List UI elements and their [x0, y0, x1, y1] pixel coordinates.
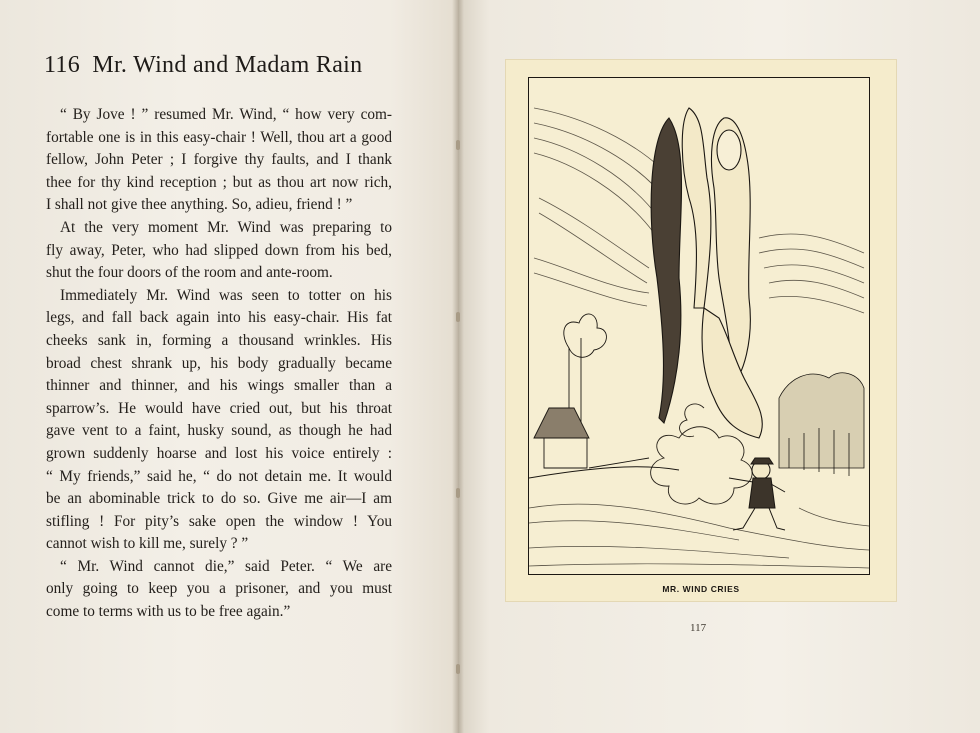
binding-stitch [456, 664, 460, 674]
running-title: Mr. Wind and Madam Rain [92, 52, 363, 78]
text-line: thinner and thinner, and his wings smaller than a [46, 377, 392, 395]
text-line: come to terms with us to be free again.” [46, 603, 291, 621]
text-line: grown suddenly hoarse and lost his voice entirely : [46, 444, 392, 462]
engraving-illustration [529, 78, 869, 574]
text-line: I shall not give thee anything. So, adieu, friend ! ” [46, 196, 353, 214]
text-line: thee for thy kind reception ; but as thou art now rich, [46, 173, 392, 191]
boy-figure [729, 458, 785, 530]
binding-stitch [456, 312, 460, 322]
tree-and-cottage [529, 314, 679, 478]
gutter [452, 0, 464, 733]
right-page-number: 117 [690, 622, 707, 634]
illustration-plate [505, 59, 897, 602]
text-line: gave vent to a faint, husky sound, as though he had [46, 422, 392, 440]
text-line: only going to keep you a prisoner, and you must [46, 580, 392, 598]
text-line: shut the four doors of the room and ante-room. [46, 264, 333, 282]
text-line: sparrow’s. He would have cried out, but his throat [46, 399, 392, 417]
text-line: “ Mr. Wind cannot die,” said Peter. “ We are [60, 557, 392, 575]
binding-stitch [456, 140, 460, 150]
running-head [44, 52, 362, 79]
text-line: At the very moment Mr. Wind was preparing to [60, 218, 392, 236]
road-ground [529, 504, 869, 568]
text-line: fellow, John Peter ; I forgive thy faults, and I thank [46, 151, 392, 169]
left-page-number: 116 [44, 52, 81, 78]
illustration-frame [528, 77, 870, 575]
binding-stitch [456, 488, 460, 498]
text-line: cheeks sank in, forming a thousand wrinkles. His [46, 331, 392, 349]
text-line: cannot wish to kill me, surely ? ” [46, 535, 249, 553]
left-page [0, 0, 458, 733]
right-trees [779, 373, 864, 476]
body-text [46, 104, 392, 624]
text-line: fortable one is in this easy-chair ! Well, thou art a good [46, 128, 392, 146]
text-line: stifling ! For pity’s sake open the window ! You [46, 512, 392, 530]
text-line: “ By Jove ! ” resumed Mr. Wind, “ how very com- [60, 106, 392, 123]
wind-figure [651, 108, 762, 438]
text-line: broad chest shrank up, his body gradually became [46, 354, 392, 372]
text-line: “ My friends,” said he, “ do not detain me. It would [46, 467, 392, 485]
text-line: be an abominable trick to do so. Give me air—I am [46, 490, 392, 508]
text-line: Immediately Mr. Wind was seen to totter on his [60, 286, 392, 304]
plate-caption: MR. WIND CRIES [662, 584, 740, 594]
text-line: fly away, Peter, who had slipped down from his bed, [46, 241, 392, 259]
text-line: legs, and fall back again into his easy-chair. His fat [46, 309, 392, 327]
